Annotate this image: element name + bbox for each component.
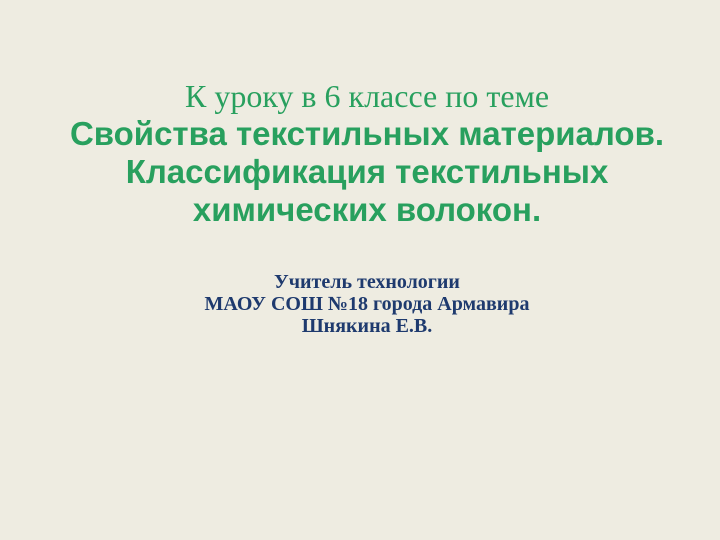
- subtitle-school-line: МАОУ СОШ №18 города Армавира: [204, 293, 530, 315]
- title-block: [7, 77, 720, 229]
- title-intro-line: К уроку в 6 классе по теме: [184, 78, 550, 114]
- title-main-line-2: Классификация текстильных: [125, 153, 609, 190]
- title-main-line-1: Свойства текстильных материалов.: [69, 115, 665, 152]
- title-main-line-3: химических волокон.: [192, 191, 542, 228]
- subtitle-author-line: Шнякина Е.В.: [301, 315, 433, 337]
- subtitle-teacher-line: Учитель технологии: [274, 271, 460, 293]
- subtitle-block: [7, 271, 720, 337]
